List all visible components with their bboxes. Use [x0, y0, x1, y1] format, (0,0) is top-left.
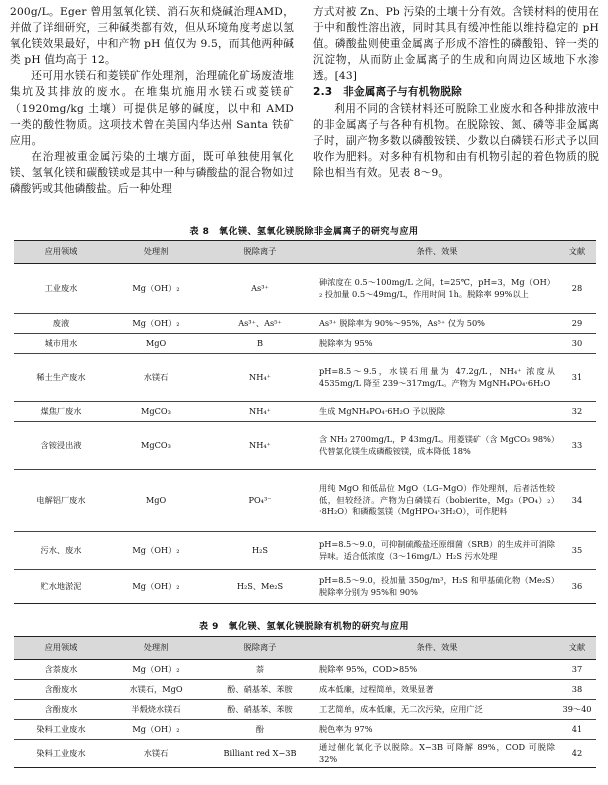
- cell-ion: Billiant red X−3B: [204, 740, 316, 768]
- cell-ion: NH₄⁺: [204, 402, 316, 422]
- cell-ref: 39～40: [558, 700, 596, 720]
- cell-agent: MgO: [108, 470, 204, 532]
- cell-condition: As³⁺ 脱除率为 90%～95%，As⁵⁺ 仅为 50%: [316, 314, 558, 334]
- t9-header-ref: 文献: [558, 637, 596, 660]
- cell-ref: 33: [558, 422, 596, 470]
- cell-condition: pH=8.5～9.5，水镁石用量为 47.2g/L，NH₄⁺ 浓度从 4535mg/L 降至 239～317mg/L。产物为 MgNH₄PO₄·6H₂O: [316, 354, 558, 402]
- cell-agent: Mg（OH）₂: [108, 660, 204, 680]
- t9-header-condition: 条件、效果: [316, 637, 558, 660]
- table-row: [14, 334, 596, 354]
- cell-agent: MgCO₃: [108, 422, 204, 470]
- cell-ion: As³⁺: [204, 264, 316, 314]
- cell-condition: 脱除率 95%，COD>85%: [316, 660, 558, 680]
- cell-agent: 水镁石: [108, 740, 204, 768]
- cell-ion: NH₄⁺: [204, 422, 316, 470]
- table-row: [14, 314, 596, 334]
- t9-header-agent: 处理剂: [108, 637, 204, 660]
- t8-header-field: 应用领域: [14, 241, 108, 264]
- cell-field: 废液: [14, 314, 108, 334]
- cell-condition: pH=8.5～9.0，投加量 350g/m³，H₂S 和甲基硫化物（Me₂S）脱除率分别为 95%和 90%: [316, 570, 558, 604]
- cell-agent: Mg（OH）₂: [108, 314, 204, 334]
- t8-header-ion: 脱除离子: [204, 241, 316, 264]
- cell-ion: 酚、硝基苯、苯胺: [204, 680, 316, 700]
- cell-ion: 酚: [204, 720, 316, 740]
- body-paragraph-2: 还可用水镁石和菱镁矿作处理剂，治理硫化矿场废渣堆集坑及其排放的废水。在堆集坑施用水镁石或菱镁矿（1920mg/kg 土壤）可提供足够的碱度，以中和 AMD 一类的酸性物质。这项技术曾在美国内华达州 Santa 铁矿应用。: [10, 70, 294, 147]
- cell-field: 城市用水: [14, 334, 108, 354]
- cell-field: 煤焦厂废水: [14, 402, 108, 422]
- cell-ion: PO₄³⁻: [204, 470, 316, 532]
- cell-agent: 水镁石: [108, 354, 204, 402]
- cell-ion: As³⁺、As⁵⁺: [204, 314, 316, 334]
- table-row: [14, 402, 596, 422]
- table-row: [14, 470, 596, 532]
- cell-field: 染料工业废水: [14, 720, 108, 740]
- table-8-header-row: [14, 241, 596, 264]
- cell-ref: 41: [558, 720, 596, 740]
- table-8-caption: 表 8 氧化镁、氢氧化镁脱除非金属离子的研究与应用: [189, 227, 419, 237]
- cell-ref: 31: [558, 354, 596, 402]
- cell-ref: 30: [558, 334, 596, 354]
- cell-field: 污水、废水: [14, 532, 108, 570]
- cell-field: 含酚废水: [14, 700, 108, 720]
- cell-ref: 29: [558, 314, 596, 334]
- cell-ref: 36: [558, 570, 596, 604]
- cell-ref: 42: [558, 740, 596, 768]
- table-row: [14, 720, 596, 740]
- t8-header-agent: 处理剂: [108, 241, 204, 264]
- table-9: [14, 636, 596, 768]
- right-text-column: [313, 4, 599, 181]
- cell-agent: 半煅烧水镁石: [108, 700, 204, 720]
- table-row: [14, 740, 596, 768]
- cell-condition: 工艺简单，成本低廉，无二次污染，应用广泛: [316, 700, 558, 720]
- cell-agent: Mg（OH）₂: [108, 570, 204, 604]
- cell-field: 贮水地淤泥: [14, 570, 108, 604]
- section-heading: 2.3 非金属离子与有机物脱除: [313, 86, 462, 99]
- cell-condition: 生成 MgNH₄PO₄·6H₂O 予以脱除: [316, 402, 558, 422]
- cell-field: 工业废水: [14, 264, 108, 314]
- cell-ref: 35: [558, 532, 596, 570]
- cell-ion: NH₄⁺: [204, 354, 316, 402]
- cell-ion: B: [204, 334, 316, 354]
- cell-ion: 酚、硝基苯、苯胺: [204, 700, 316, 720]
- cell-condition: 脱色率为 97%: [316, 720, 558, 740]
- cell-field: 含酚废水: [14, 680, 108, 700]
- table-row: [14, 660, 596, 680]
- cell-field: 电解铝厂废水: [14, 470, 108, 532]
- cell-ref: 34: [558, 470, 596, 532]
- cell-field: 含萘废水: [14, 660, 108, 680]
- cell-field: 含铵浸出液: [14, 422, 108, 470]
- cell-agent: MgCO₃: [108, 402, 204, 422]
- cell-condition: 成本低廉，过程简单，效果显著: [316, 680, 558, 700]
- cell-agent: Mg（OH）₂: [108, 720, 204, 740]
- cell-ref: 28: [558, 264, 596, 314]
- left-text-column: [10, 4, 294, 197]
- cell-condition: 通过催化氧化予以脱除。X−3B 可降解 89%，COD 可脱除 32%: [316, 740, 558, 768]
- cell-field: 稀土生产废水: [14, 354, 108, 402]
- table-row: [14, 700, 596, 720]
- table-9-header-row: [14, 637, 596, 660]
- cell-condition: pH=8.5～9.0，可抑制硫酸盐还原细菌（SRB）的生成并可消除异味。适合低浓度（3～16mg/L）H₂S 污水处理: [316, 532, 558, 570]
- body-paragraph-5: 利用不同的含镁材料还可脱除工业废水和各种排放液中的非金属离子与各种有机物。在脱除铵、氮、磷等非金属离子时，副产物多数以磷酸铵镁、少数以白磷镁石形式予以回收作为肥料。对多种有机物和由有机物引起的着色物质的脱除也相当有效。见表 8～9。: [313, 102, 599, 179]
- t8-header-condition: 条件、效果: [316, 241, 558, 264]
- cell-condition: 砷浓度在 0.5～100mg/L 之间，t=25℃，pH=3，Mg（OH）₂ 投加量 0.5～49mg/L，作用时间 1h。脱除率 99%以上: [316, 264, 558, 314]
- cell-agent: Mg（OH）₂: [108, 264, 204, 314]
- table-row: [14, 422, 596, 470]
- cell-agent: 水镁石，MgO: [108, 680, 204, 700]
- cell-ref: 38: [558, 680, 596, 700]
- body-paragraph-1: 200g/L。Eger 曾用氢氧化镁、消石灰和烧碱治理AMD，并做了详细研究，三种碱类都有效，但从环境角度考虑以氢氧化镁效果最好，中和产物 pH 值仅为 9.5，而其他两种碱类 pH 值均高于 12。: [10, 6, 294, 67]
- cell-condition: 含 NH₃ 2700mg/L，P 43mg/L。用菱镁矿（含 MgCO₃ 98%）代替氯化镁生成磷酸铵镁，成本降低 18%: [316, 422, 558, 470]
- table-row: [14, 680, 596, 700]
- table-row: [14, 570, 596, 604]
- cell-ref: 37: [558, 660, 596, 680]
- cell-ion: 萘: [204, 660, 316, 680]
- cell-ion: H₂S: [204, 532, 316, 570]
- cell-agent: Mg（OH）₂: [108, 532, 204, 570]
- t9-header-field: 应用领域: [14, 637, 108, 660]
- cell-agent: MgO: [108, 334, 204, 354]
- table-9-caption: 表 9 氧化镁、氢氧化镁脱除有机物的研究与应用: [199, 622, 409, 632]
- cell-field: 染料工业废水: [14, 740, 108, 768]
- cell-ref: 32: [558, 402, 596, 422]
- t9-header-ion: 脱除离子: [204, 637, 316, 660]
- cell-condition: 用纯 MgO 和低品位 MgO（LG–MgO）作处理剂，后者活性较低，但较经济。产物为白磷镁石（bobierite，Mg₃（PO₄）₂）·8H₂O）和磷酸氢镁（MgHPO₄·3H₂O），可作肥料: [316, 470, 558, 532]
- table-row: [14, 354, 596, 402]
- table-8: [14, 240, 596, 604]
- t8-header-ref: 文献: [558, 241, 596, 264]
- table-row: [14, 264, 596, 314]
- body-paragraph-3: 在治理被重金属污染的土壤方面，既可单独使用氧化镁、氢氧化镁和碳酸镁或是其中一种与磷酸盐的混合物如过磷酸钙或其他磷酸盐。后一种处理: [10, 150, 294, 196]
- cell-ion: H₂S、Me₂S: [204, 570, 316, 604]
- table-row: [14, 532, 596, 570]
- body-paragraph-4: 方式对被 Zn、Pb 污染的土壤十分有效。含镁材料的使用在于中和酸性溶出液，同时其具有缓冲性能以维持稳定的 pH 值。磷酸盐则使重金属离子形成不溶性的磷酸铅、锌一类的沉淀物，从而防止金属离子的生成和向周边区域地下水渗透。[43]: [313, 6, 599, 83]
- cell-condition: 脱除率为 95%: [316, 334, 558, 354]
